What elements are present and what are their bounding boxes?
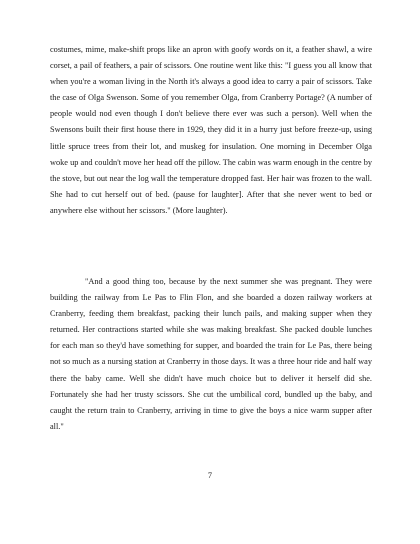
text-line: Fortunately she had her trusty scissors. She cut the umbilical cord, bundled up the baby, and (50, 389, 372, 399)
text-line: returned. Her contractions started while she was making breakfast. She packed double lunches (50, 325, 372, 335)
text-line: not so much as a nursing station at Cranberry in those days. It was a three hour ride and half way (50, 357, 372, 367)
text-line: when you're a woman living in the North it's always a good idea to carry a pair of scissors. Take (50, 77, 372, 87)
text-line: anywhere else without her scissors." (More laughter). (50, 205, 228, 215)
text-line: costumes, mime, make-shift props like an apron with goofy words on it, a feather shawl, a wire (50, 45, 372, 54)
text-line: little spruce trees from their lot, and muskeg for insulation. One morning in December Olga (50, 141, 372, 151)
text-line: caught the return train to Cranberry, arriving in time to give the boys a nice warm supper after (50, 405, 372, 415)
text-line: corset, a pail of feathers, a pair of scissors. One routine went like this: "I guess you all know that (50, 61, 372, 71)
page-number: 7 (207, 471, 213, 480)
text-line: Swensons built their first house there in 1929, they did it in a hurry just before freeze-up, using (50, 125, 372, 135)
text-line: the case of Olga Swenson. Some of you remember Olga, from Cranberry Portage? (A number of (50, 93, 372, 103)
text-line: "And a good thing too, because by the next summer she was pregnant. They were (85, 277, 372, 286)
text-line: She had to cut herself out of bed. (pause for laughter]. After that she never went to bed or (50, 189, 372, 199)
text-line: the stove, but out near the log wall the temperature dropped fast. Her hair was frozen to the wall. (50, 173, 372, 183)
text-line: people would nod even though I don't believe there ever was such a person). Well when the (50, 109, 372, 119)
text-line: building the railway from Le Pas to Flin Flon, and she boarded a dozen railway workers at (50, 293, 372, 303)
text-line: all." (50, 421, 64, 431)
paragraph-2 (50, 274, 372, 435)
text-line: for each man so they'd have something for supper, and boarded the train for Le Pas, there being (50, 341, 372, 351)
text-line: woke up and couldn't move her head off the pillow. The cabin was warm enough in the centre by (50, 157, 372, 167)
text-line: there the baby came. Well she didn't have much choice but to deliver it herself did she. (50, 373, 372, 383)
paragraph-1 (50, 42, 372, 219)
text-line: Cranberry, feeding them breakfast, packing their lunch pails, and making supper when they (50, 309, 372, 319)
